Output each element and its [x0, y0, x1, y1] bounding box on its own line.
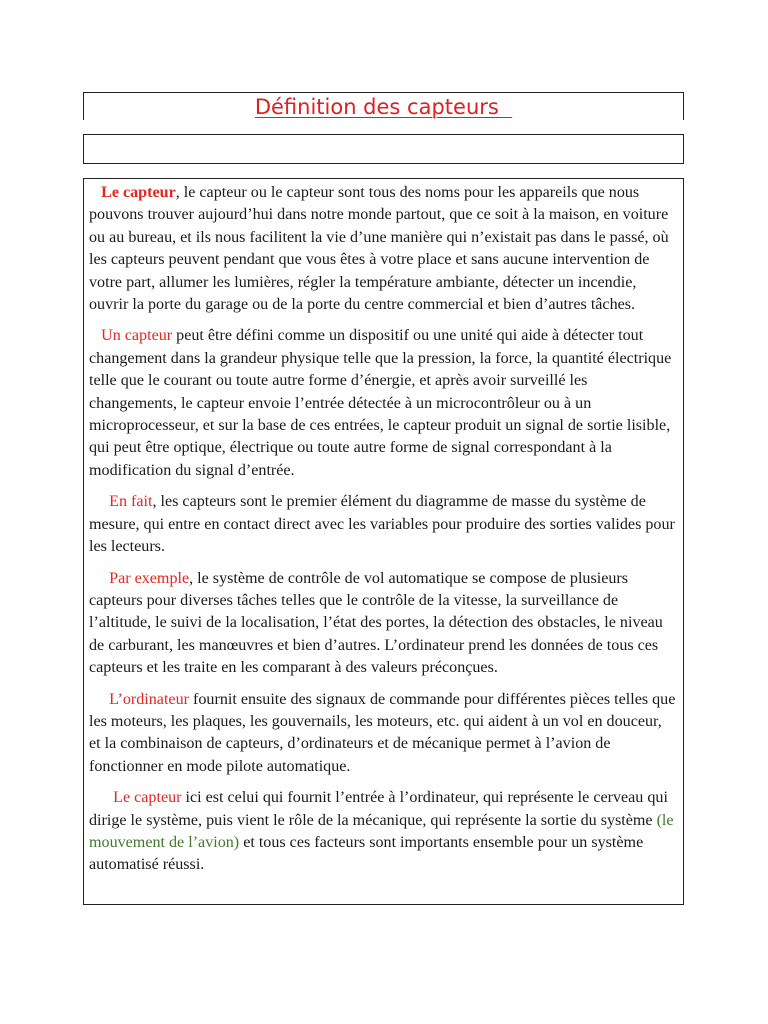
paragraph-un-capteur [89, 325, 677, 482]
paragraph-le-capteur [89, 182, 677, 316]
paragraph-lead: L’ordinateur [109, 690, 189, 708]
paragraph-body: fournit ensuite des signaux de commande pour différentes pièces telles que les moteurs, les plaques, les gouvernails, les moteurs, etc. qui aident à un vol en douceur, et la combinaison de capteurs, d’ordinateurs et de mécanique permet à l’avion de fonctionner en mode pilote automatique. [89, 690, 676, 775]
paragraph-en-fait [89, 491, 677, 558]
paragraph-highlight: (le mouvement de l’avion) [89, 811, 674, 851]
paragraph-body: ici est celui qui fournit l’entrée à l’ordinateur, qui représente le cerveau qui dirige le système, puis vient le rôle de la mécanique, qui représente la sortie du système [89, 789, 668, 829]
paragraph-body: , les capteurs sont le premier élément du diagramme de masse du système de mesure, qui entre en contact direct avec les variables pour produire des sorties valides pour les lecteurs. [89, 493, 675, 556]
page-title: Définition des capteurs [254, 95, 513, 119]
paragraph-le-capteur-ici [89, 787, 677, 877]
paragraph-tail: et tous ces facteurs sont importants ensemble pour un système automatisé réussi. [89, 833, 644, 874]
paragraph-body: , le capteur ou le capteur sont tous des noms pour les appareils que nous pouvons trouver aujourd’hui dans notre monde partout, que ce soit à la maison, en voiture ou au bureau, et ils nous facilitent la vie d’une manière qui n’existait pas dans le passé, où les capteurs peuvent pendant que vous êtes à votre place et sans aucune intervention de votre part, allumer les lumières, régler la température ambiante, détecter un incendie, ouvrir la porte du garage ou de la porte du centre commercial et bien d’autres tâches. [89, 184, 669, 314]
paragraph-lead: Le capteur [101, 184, 176, 201]
paragraph-lead: Le capteur [113, 789, 182, 807]
paragraph-lead: Un capteur [101, 327, 173, 345]
content-box [83, 178, 684, 905]
paragraph-par-exemple [89, 568, 677, 680]
title-box [83, 92, 684, 120]
paragraph-lead: En fait [109, 493, 153, 511]
paragraph-ordinateur [89, 689, 677, 779]
paragraph-body: , le système de contrôle de vol automatique se compose de plusieurs capteurs pour diverses tâches telles que le contrôle de la vitesse, la surveillance de l’altitude, le suivi de la localisation, l’état des portes, la détection des obstacles, le niveau de carburant, les manœuvres et bien d’autres. L’ordinateur prend les données de tous ces capteurs et les traite en les comparant à des valeurs préconçues. [89, 569, 663, 677]
empty-box [83, 134, 684, 164]
paragraph-lead: Par exemple [109, 569, 190, 587]
paragraph-body: peut être défini comme un dispositif ou une unité qui aide à détecter tout changement dans la grandeur physique telle que la pression, la force, la quantité électrique telle que le courant ou toute autre forme d’énergie, et après avoir surveillé les changements, le capteur envoie l’entrée détectée à un microcontrôleur ou à un microprocesseur, et sur la base de ces entrées, le capteur produit un signal de sortie lisible, qui peut être optique, électrique ou toute autre forme de signal correspondant à la modification du signal d’entrée. [89, 327, 672, 479]
